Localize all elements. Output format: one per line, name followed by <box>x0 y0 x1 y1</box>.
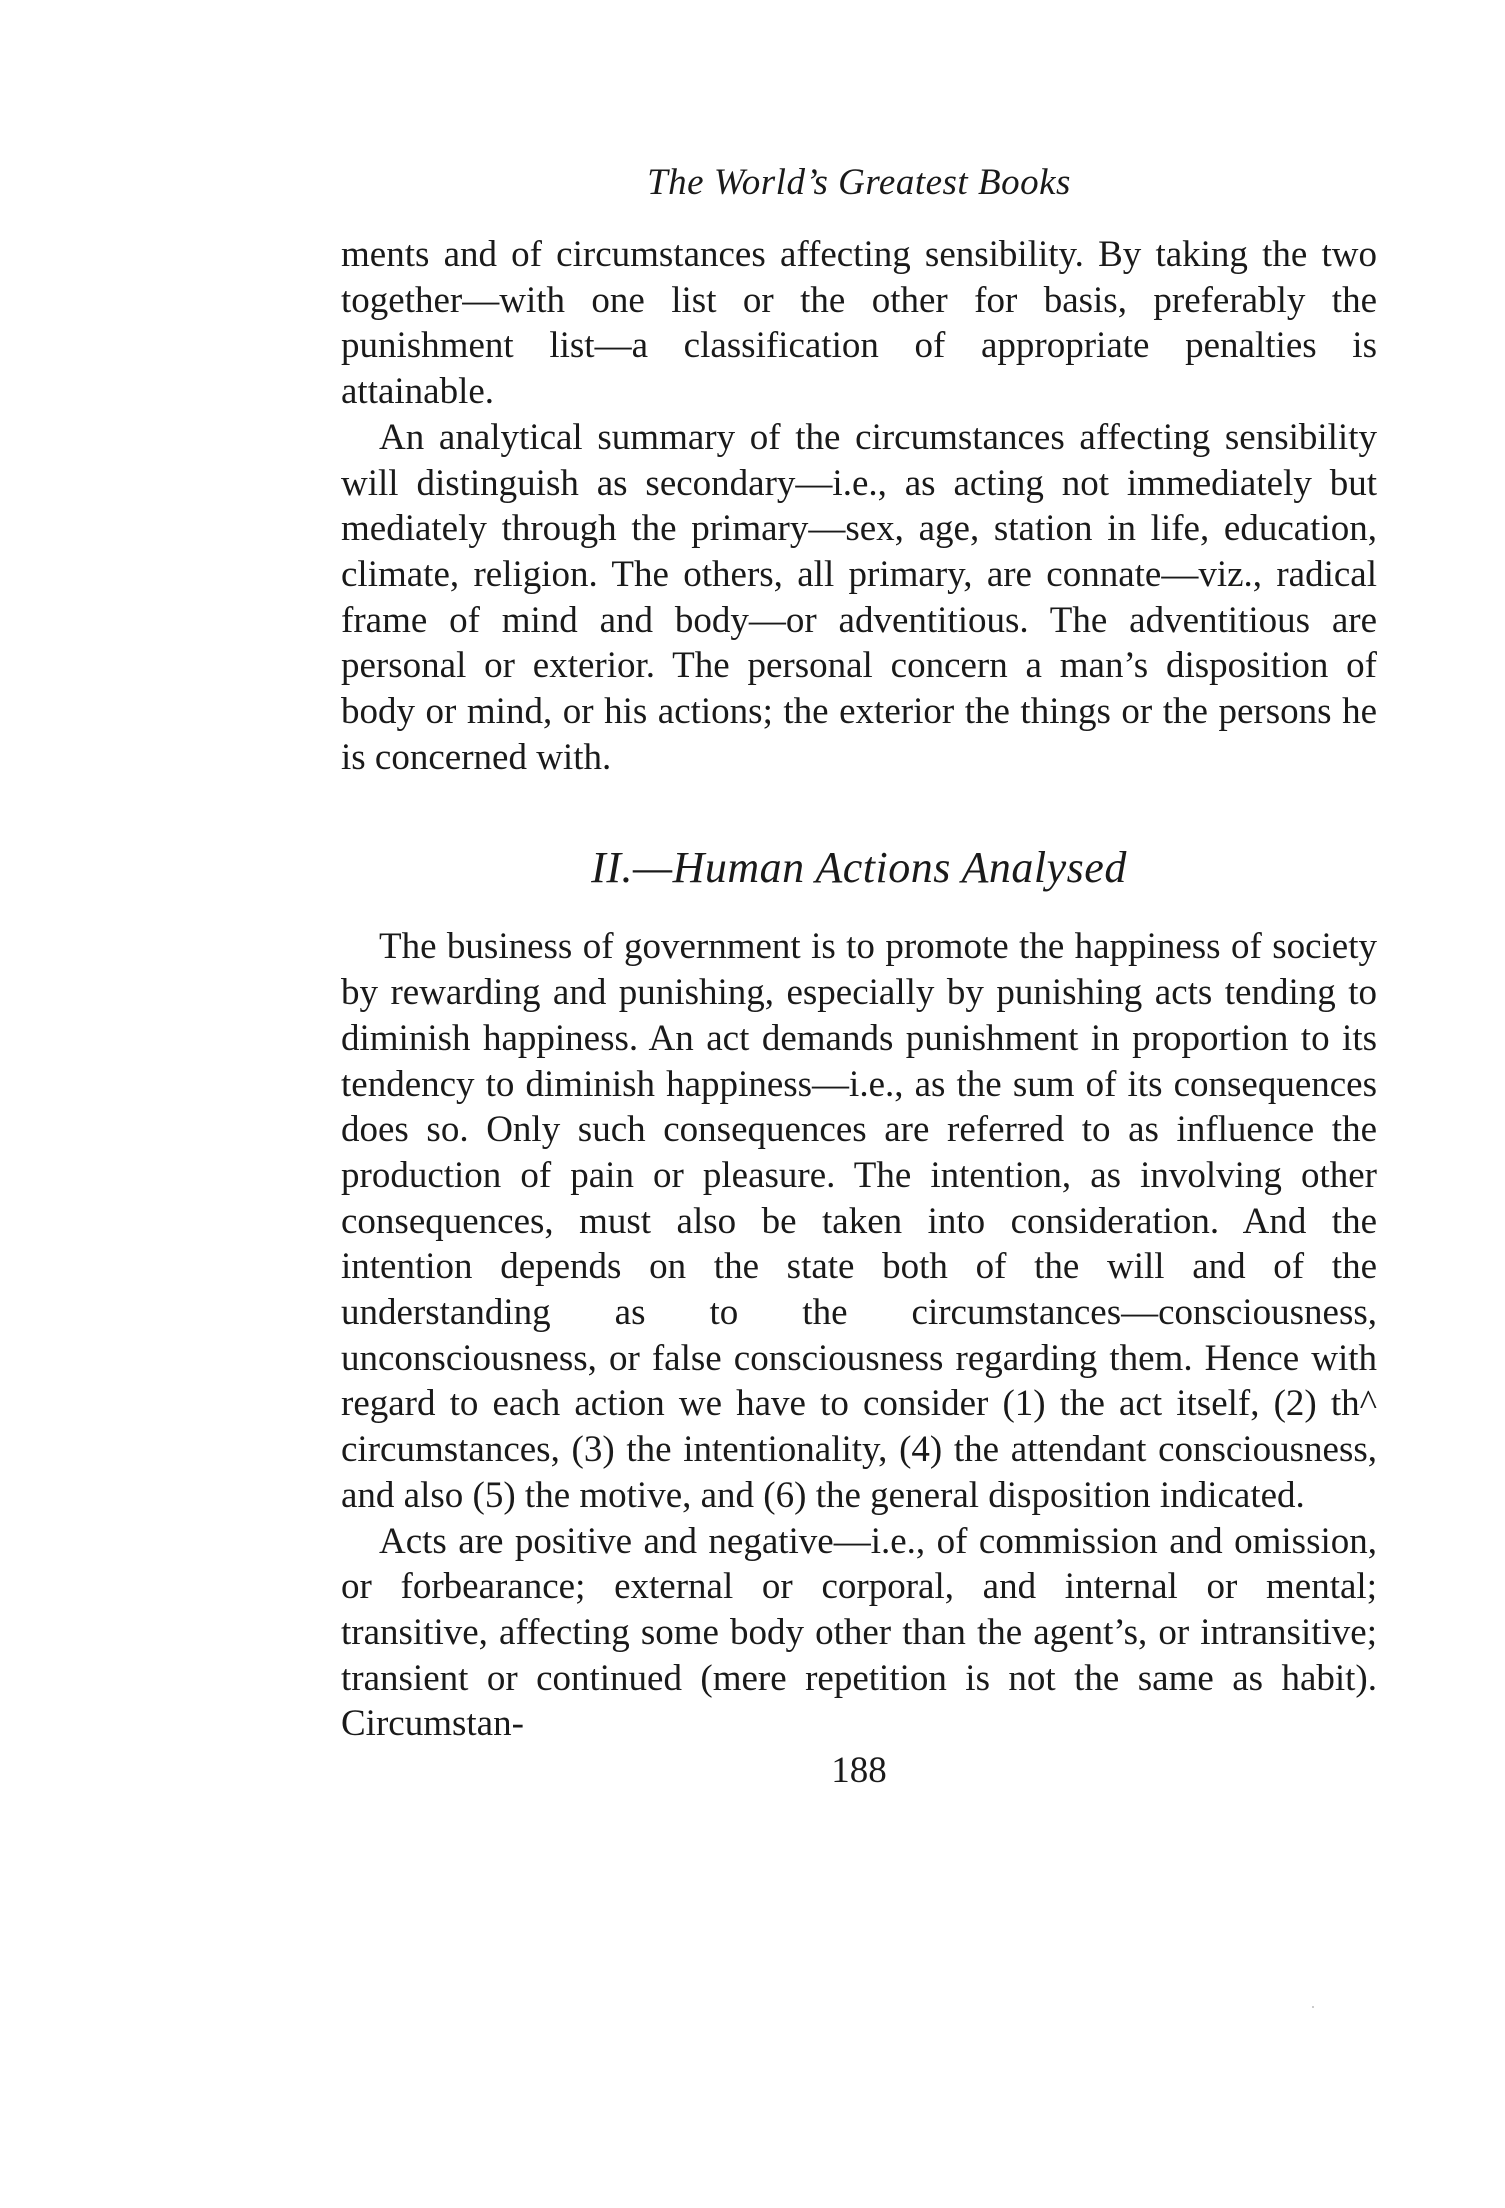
book-page <box>341 160 1377 1793</box>
page-number: 188 <box>831 1750 887 1792</box>
paragraph-business-of-government: The business of government is to promote the happiness of society by rewarding and punishing, especially by punishing acts tending to diminish happiness. An act demands punishment in proportion to its tendency to diminish happiness—i.e., as the sum of its consequences does so. Only such consequences are referred to as influence the production of pain or pleasure. The intention, as involving other consequences, must also be taken into consideration. And the intention depends on the state both of the will and of the understanding as to the circumstances—consciousness, unconsciousness, or false consciousness regarding them. Hence with regard to each action we have to consider (1) the act itself, (2) th^ circumstances, (3) the intentionality, (4) the attendant consciousness, and also (5) the motive, and (6) the general disposition indicated. <box>341 926 1377 1516</box>
paragraph-circumstances-summary: An analytical summary of the circumstances affecting sensibility will distinguish as secondary—i.e., as acting not immediately but mediately through the primary—sex, age, station in life, education, climate, religion. The others, all primary, are connate—viz., radical frame of mind and body—or adventitious. The adventitious are personal or exterior. The personal concern a man’s disposition of body or mind, or his actions; the exterior the things or the persons he is concerned with. <box>341 416 1377 778</box>
paper-speck <box>1312 2006 1314 2008</box>
paragraph-continuation: ments and of circumstances affecting sensibility. By taking the two together—with one list or the other for basis, preferably the punishment list—a classification of appropriate penalties is attainable. <box>341 234 1377 413</box>
section-heading: II.—Human Actions Analysed <box>591 843 1127 893</box>
paragraph-acts-classification: Acts are positive and negative—i.e., of commission and omission, or forbearance; external or corporal, and internal or mental; transitive, affecting some body other than the agent’s, or intransitive; transient or continued (mere repetition is not the same as habit). Circumstan- <box>341 1520 1377 1745</box>
running-head: The World’s Greatest Books <box>647 162 1071 203</box>
